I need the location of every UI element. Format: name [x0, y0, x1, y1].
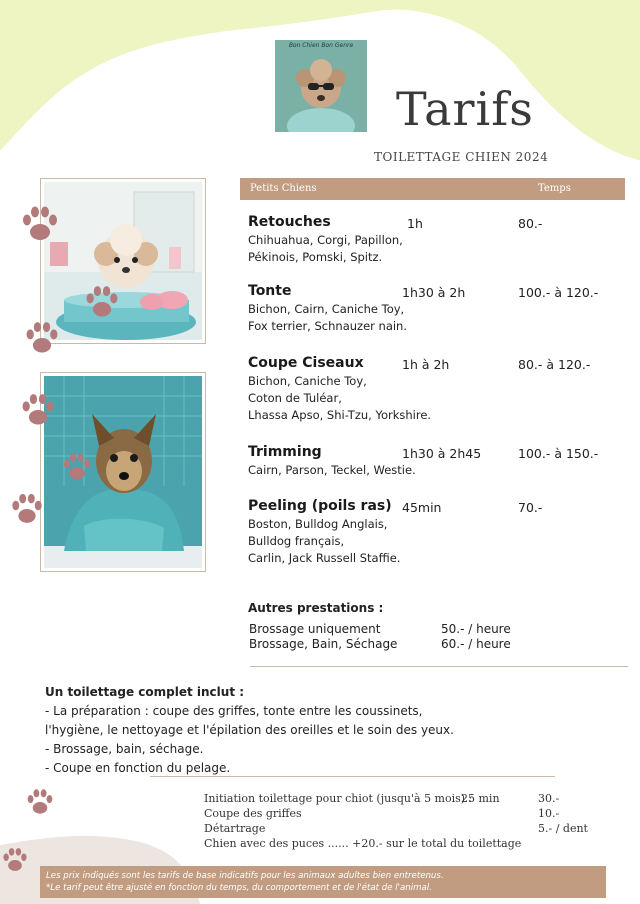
table-header-right: Temps	[538, 183, 571, 194]
service-breeds	[248, 373, 468, 424]
breed-line: Bulldog français,	[248, 534, 345, 548]
autres-title: Autres prestations :	[248, 601, 384, 615]
breed-line: Bichon, Caniche Toy,	[248, 374, 367, 388]
extra-label: Coupe des griffes	[204, 807, 302, 820]
footer-line: *Le tarif peut être ajusté en fonction du temps, du comportement et de l'état de l'animal.	[46, 883, 432, 893]
paw-print-icon	[0, 840, 30, 880]
service-time: 1h30 à 2h	[402, 285, 466, 300]
service-breeds	[248, 232, 468, 266]
footer-line: Les prix indiqués sont les tarifs de base indicatifs pour les animaux adultes bien entretenus.	[46, 871, 444, 881]
breed-line: Coton de Tuléar,	[248, 391, 342, 405]
autres-price: 60.- / heure	[441, 637, 511, 651]
extra-puces: Chien avec des puces ...... +20.- sur le total du toilettage	[204, 837, 522, 850]
inclut-title: Un toilettage complet inclut :	[45, 685, 245, 699]
extra-price: 10.-	[538, 807, 560, 820]
inclut-list	[45, 702, 465, 778]
service-time: 1h à 2h	[402, 357, 450, 372]
service-price: 80.-	[518, 216, 543, 231]
extra-price: 5.- / dent	[538, 822, 588, 835]
paw-print-icon	[18, 390, 58, 430]
breed-line: Carlin, Jack Russell Staffie.	[248, 551, 401, 565]
breed-line: Bichon, Cairn, Caniche Toy,	[248, 302, 405, 316]
extra-time: 25 min	[461, 792, 500, 805]
service-price: 80.- à 120.-	[518, 357, 591, 372]
logo-text: Bon Chien Bon Genre	[288, 42, 354, 49]
service-name: Retouches	[248, 214, 331, 230]
inclut-line: - Coupe en fonction du pelage.	[45, 761, 231, 775]
extra-label: Initiation toilettage pour chiot (jusqu'à 5 mois) :	[204, 792, 473, 805]
breed-line: Pékinois, Pomski, Spitz.	[248, 250, 383, 264]
breed-line: Lhassa Apso, Shi-Tzu, Yorkshire.	[248, 408, 432, 422]
service-name: Peeling (poils ras)	[248, 498, 392, 514]
table-header-left: Petits Chiens	[250, 183, 317, 194]
service-time: 1h30 à 2h45	[402, 446, 482, 461]
table-header	[240, 178, 625, 200]
service-breeds	[248, 462, 468, 479]
breed-line: Fox terrier, Schnauzer nain.	[248, 319, 408, 333]
inclut-line: l'hygiène, le nettoyage et l'épilation des oreilles et le soin des yeux.	[45, 723, 454, 737]
paw-print-icon	[24, 786, 56, 818]
service-price: 70.-	[518, 500, 543, 515]
service-name: Tonte	[248, 283, 292, 299]
breed-line: Chihuahua, Corgi, Papillon,	[248, 233, 403, 247]
logo	[275, 40, 367, 132]
service-name: Coupe Ciseaux	[248, 355, 364, 371]
service-name: Trimming	[248, 444, 322, 460]
extra-price: 30.-	[538, 792, 560, 805]
paw-print-icon	[22, 318, 62, 358]
breed-line: Boston, Bulldog Anglais,	[248, 517, 388, 531]
breed-line: Cairn, Parson, Teckel, Westie.	[248, 463, 416, 477]
autres-label: Brossage uniquement	[249, 622, 381, 636]
page-title: Tarifs	[396, 82, 534, 136]
service-breeds	[248, 301, 468, 335]
paw-print-icon	[8, 490, 46, 528]
footer-note	[40, 866, 606, 898]
divider	[150, 776, 555, 777]
dog-photo-poodle	[40, 178, 206, 344]
autres-label: Brossage, Bain, Séchage	[249, 637, 398, 651]
inclut-line: - Brossage, bain, séchage.	[45, 742, 204, 756]
paw-print-icon	[60, 450, 94, 484]
page-subtitle: TOILETTAGE CHIEN 2024	[374, 150, 549, 164]
paw-print-icon	[82, 282, 122, 322]
inclut-line: - La préparation : coupe des griffes, tonte entre les coussinets,	[45, 704, 423, 718]
paw-print-icon	[18, 202, 62, 246]
service-breeds	[248, 516, 468, 567]
service-price: 100.- à 120.-	[518, 285, 599, 300]
autres-price: 50.- / heure	[441, 622, 511, 636]
service-time: 45min	[402, 500, 442, 515]
divider	[250, 666, 628, 667]
service-price: 100.- à 150.-	[518, 446, 599, 461]
extra-label: Détartrage	[204, 822, 266, 835]
service-time: 1h	[407, 216, 423, 231]
